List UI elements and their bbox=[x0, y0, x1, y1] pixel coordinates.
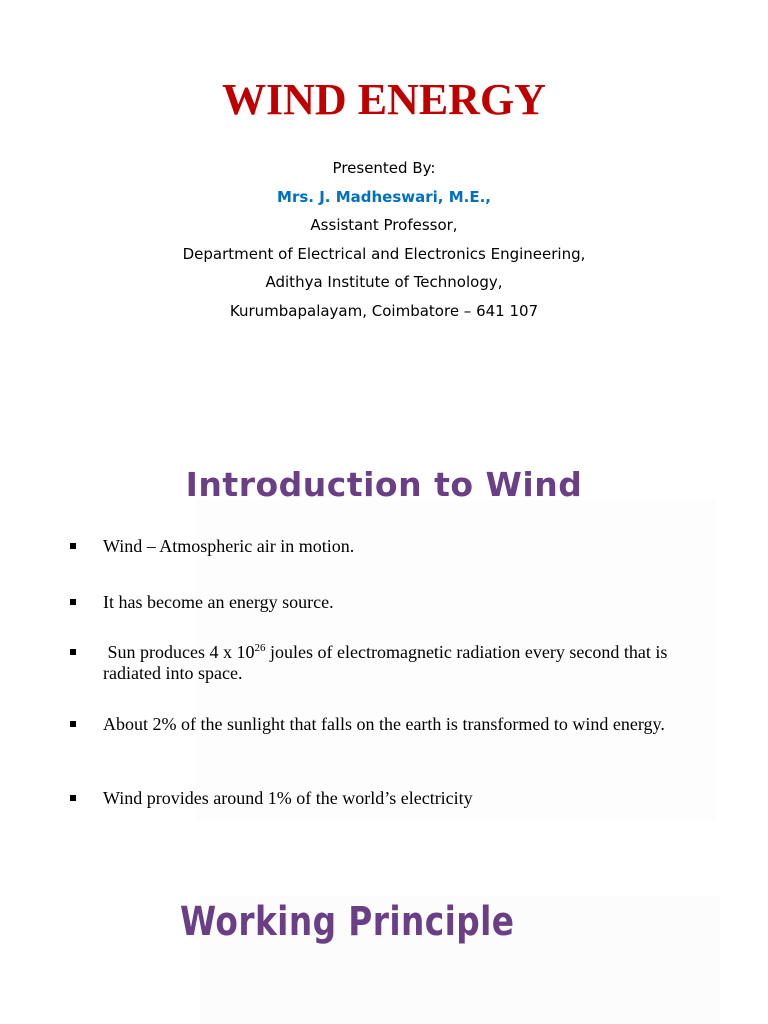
presenter-name: Mrs. J. Madheswari, M.E., bbox=[277, 187, 491, 206]
bullet-text: It has become an energy source. bbox=[103, 592, 334, 612]
bullet-text: About 2% of the sunlight that falls on the earth is transformed to wind energy. bbox=[103, 714, 665, 734]
presenter-address: Kurumbapalayam, Coimbatore – 641 107 bbox=[229, 301, 539, 320]
bullet-text: Wind provides around 1% of the world’s electricity bbox=[103, 788, 473, 808]
working-principle-heading: Working Principle bbox=[180, 899, 515, 945]
presenter-designation: Assistant Professor, bbox=[310, 216, 458, 234]
document-title: WIND ENERGY bbox=[222, 75, 546, 124]
bullet-text-post: joules of electromagnetic radiation every second that is radiated into space. bbox=[103, 642, 668, 683]
square-bullet-icon bbox=[70, 795, 76, 801]
square-bullet-icon bbox=[70, 599, 76, 605]
presenter-institution: Adithya Institute of Technology, bbox=[265, 273, 503, 291]
square-bullet-icon bbox=[70, 649, 76, 655]
square-bullet-icon bbox=[70, 721, 76, 727]
presented-by-label: Presented By: bbox=[332, 159, 436, 177]
bullet-text-pre: Sun produces 4 x 10 bbox=[107, 642, 255, 662]
bullet-text bbox=[103, 642, 693, 684]
intro-heading: Introduction to Wind bbox=[185, 465, 583, 504]
presenter-block bbox=[0, 154, 768, 325]
bullet-text: Wind – Atmospheric air in motion. bbox=[103, 536, 355, 556]
square-bullet-icon bbox=[70, 543, 76, 549]
presenter-department: Department of Electrical and Electronics Engineering, bbox=[182, 244, 586, 263]
exponent: 26 bbox=[254, 642, 266, 654]
